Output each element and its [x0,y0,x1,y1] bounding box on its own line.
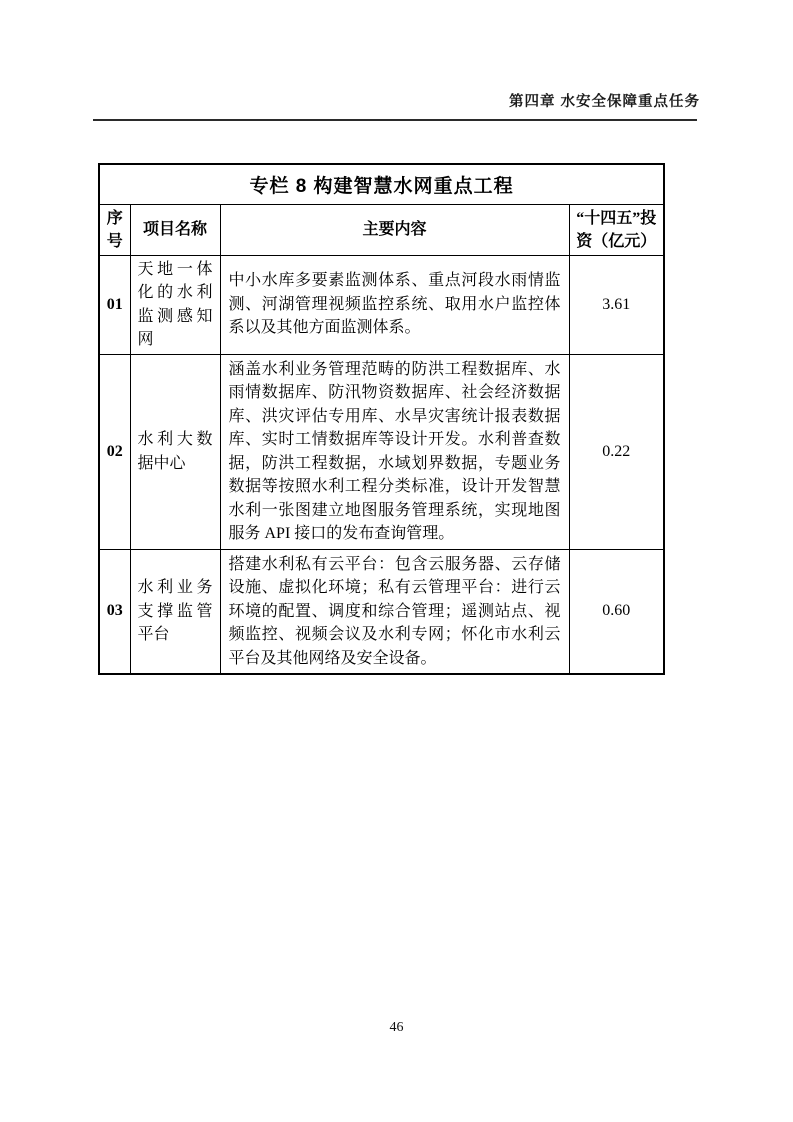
column-header-investment: “十四五”投资（亿元） [569,204,664,255]
column-header-no: 序号 [99,204,130,255]
table-header-row [99,204,664,255]
row-no: 02 [99,354,130,549]
row-project-name: 水利大数据中心 [130,354,220,549]
row-investment: 0.60 [569,549,664,674]
row-main-content: 搭建水利私有云平台：包含云服务器、云存储设施、虚拟化环境；私有云管理平台：进行云环境的配置、调度和综合管理；遥测站点、视频监控、视频会议及水利专网；怀化市水利云平台及其他网络及安全设备。 [220,549,569,674]
table-title: 专栏 8 构建智慧水网重点工程 [99,164,664,204]
row-main-content: 涵盖水利业务管理范畴的防洪工程数据库、水雨情数据库、防汛物资数据库、社会经济数据库、洪灾评估专用库、水旱灾害统计报表数据库、实时工情数据库等设计开发。水利普查数据，防洪工程数据，水域划界数据，专题业务数据等按照水利工程分类标准，设计开发智慧水利一张图建立地图服务管理系统，实现地图服务 API 接口的发布查询管理。 [220,354,569,549]
row-investment: 3.61 [569,255,664,354]
header-rule-divider [93,119,697,121]
project-table [98,163,665,675]
row-no: 03 [99,549,130,674]
column-header-content: 主要内容 [220,204,569,255]
column-header-name: 项目名称 [130,204,220,255]
row-project-name: 天地一体化的水利监测感知网 [130,255,220,354]
row-project-name: 水利业务支撑监管平台 [130,549,220,674]
row-no: 01 [99,255,130,354]
table-title-row [99,164,664,204]
running-header-chapter: 第四章 水安全保障重点任务 [508,94,700,110]
project-table-container [98,163,665,675]
page-number: 46 [389,1020,404,1035]
table-row [99,549,664,674]
table-row [99,354,664,549]
row-main-content: 中小水库多要素监测体系、重点河段水雨情监测、河湖管理视频监控系统、取用水户监控体系以及其他方面监测体系。 [220,255,569,354]
row-investment: 0.22 [569,354,664,549]
table-row [99,255,664,354]
